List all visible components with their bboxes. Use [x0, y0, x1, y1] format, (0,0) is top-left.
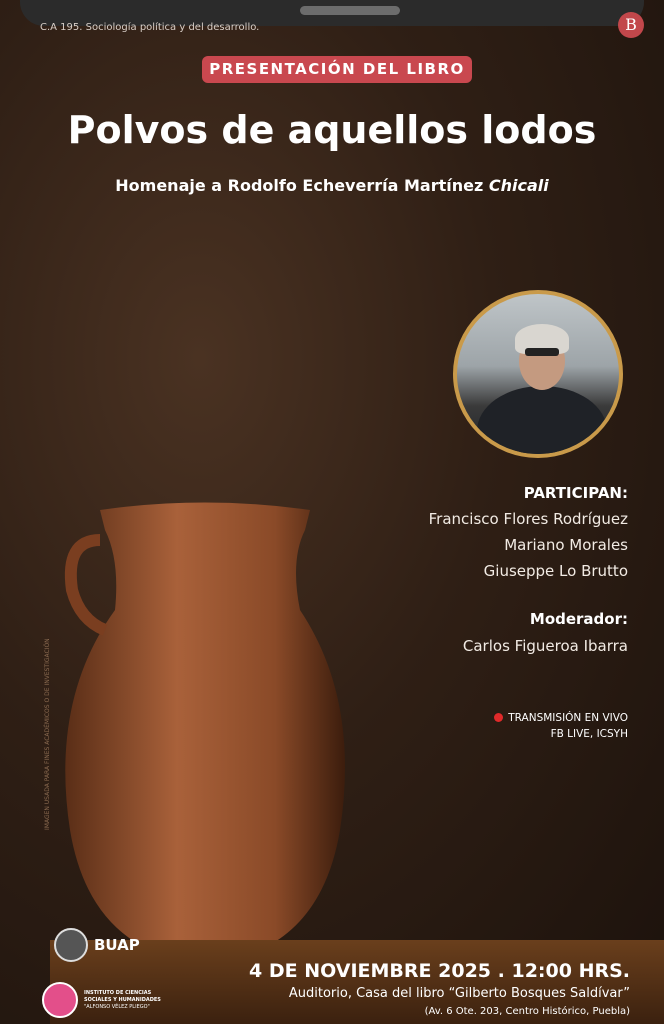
participants-header: PARTICIPAN: — [523, 484, 628, 502]
moderator: Carlos Figueroa Ibarra — [462, 637, 628, 655]
participant: Mariano Morales — [504, 536, 628, 554]
logo-b-icon: B — [618, 12, 644, 38]
icsyh-emblem-icon — [42, 982, 78, 1018]
image-credit: IMAGEN USADA PARA FINES ACADÉMICOS O DE INVESTIGACIÓN — [44, 638, 51, 830]
icsyh-logo: INSTITUTO DE CIENCIAS SOCIALES Y HUMANIDADES "ALFONSO VÉLEZ PLIEGO" — [42, 982, 161, 1018]
live-stream-info: TRANSMISIÓN EN VIVO FB LIVE, ICSYH — [494, 712, 628, 740]
subtitle — [0, 176, 664, 195]
subtitle-nickname: Chicali — [488, 176, 549, 195]
moderator-header: Moderador: — [529, 610, 628, 628]
event-address: (Av. 6 Ote. 203, Centro Histórico, Puebla) — [424, 1006, 630, 1017]
clay-vase-image — [60, 500, 350, 950]
event-badge: PRESENTACIÓN DEL LIBRO — [202, 56, 472, 83]
book-title: Polvos de aquellos lodos — [67, 108, 597, 152]
participant: Giuseppe Lo Brutto — [483, 562, 628, 580]
live-dot-icon — [494, 713, 503, 722]
event-date: 4 DE NOVIEMBRE 2025 . 12:00 HRS. — [249, 960, 630, 982]
event-place: Auditorio, Casa del libro “Gilberto Bosques Saldívar” — [288, 986, 630, 1001]
buap-logo: BUAP — [54, 928, 140, 962]
participant: Francisco Flores Rodríguez — [428, 510, 628, 528]
honoree-photo — [453, 290, 623, 458]
drag-handle[interactable] — [300, 6, 400, 15]
buap-seal-icon — [54, 928, 88, 962]
course-label: C.A 195. Sociología política y del desarrollo. — [40, 22, 260, 33]
subtitle-main: Homenaje a Rodolfo Echeverría Martínez — [115, 176, 489, 195]
